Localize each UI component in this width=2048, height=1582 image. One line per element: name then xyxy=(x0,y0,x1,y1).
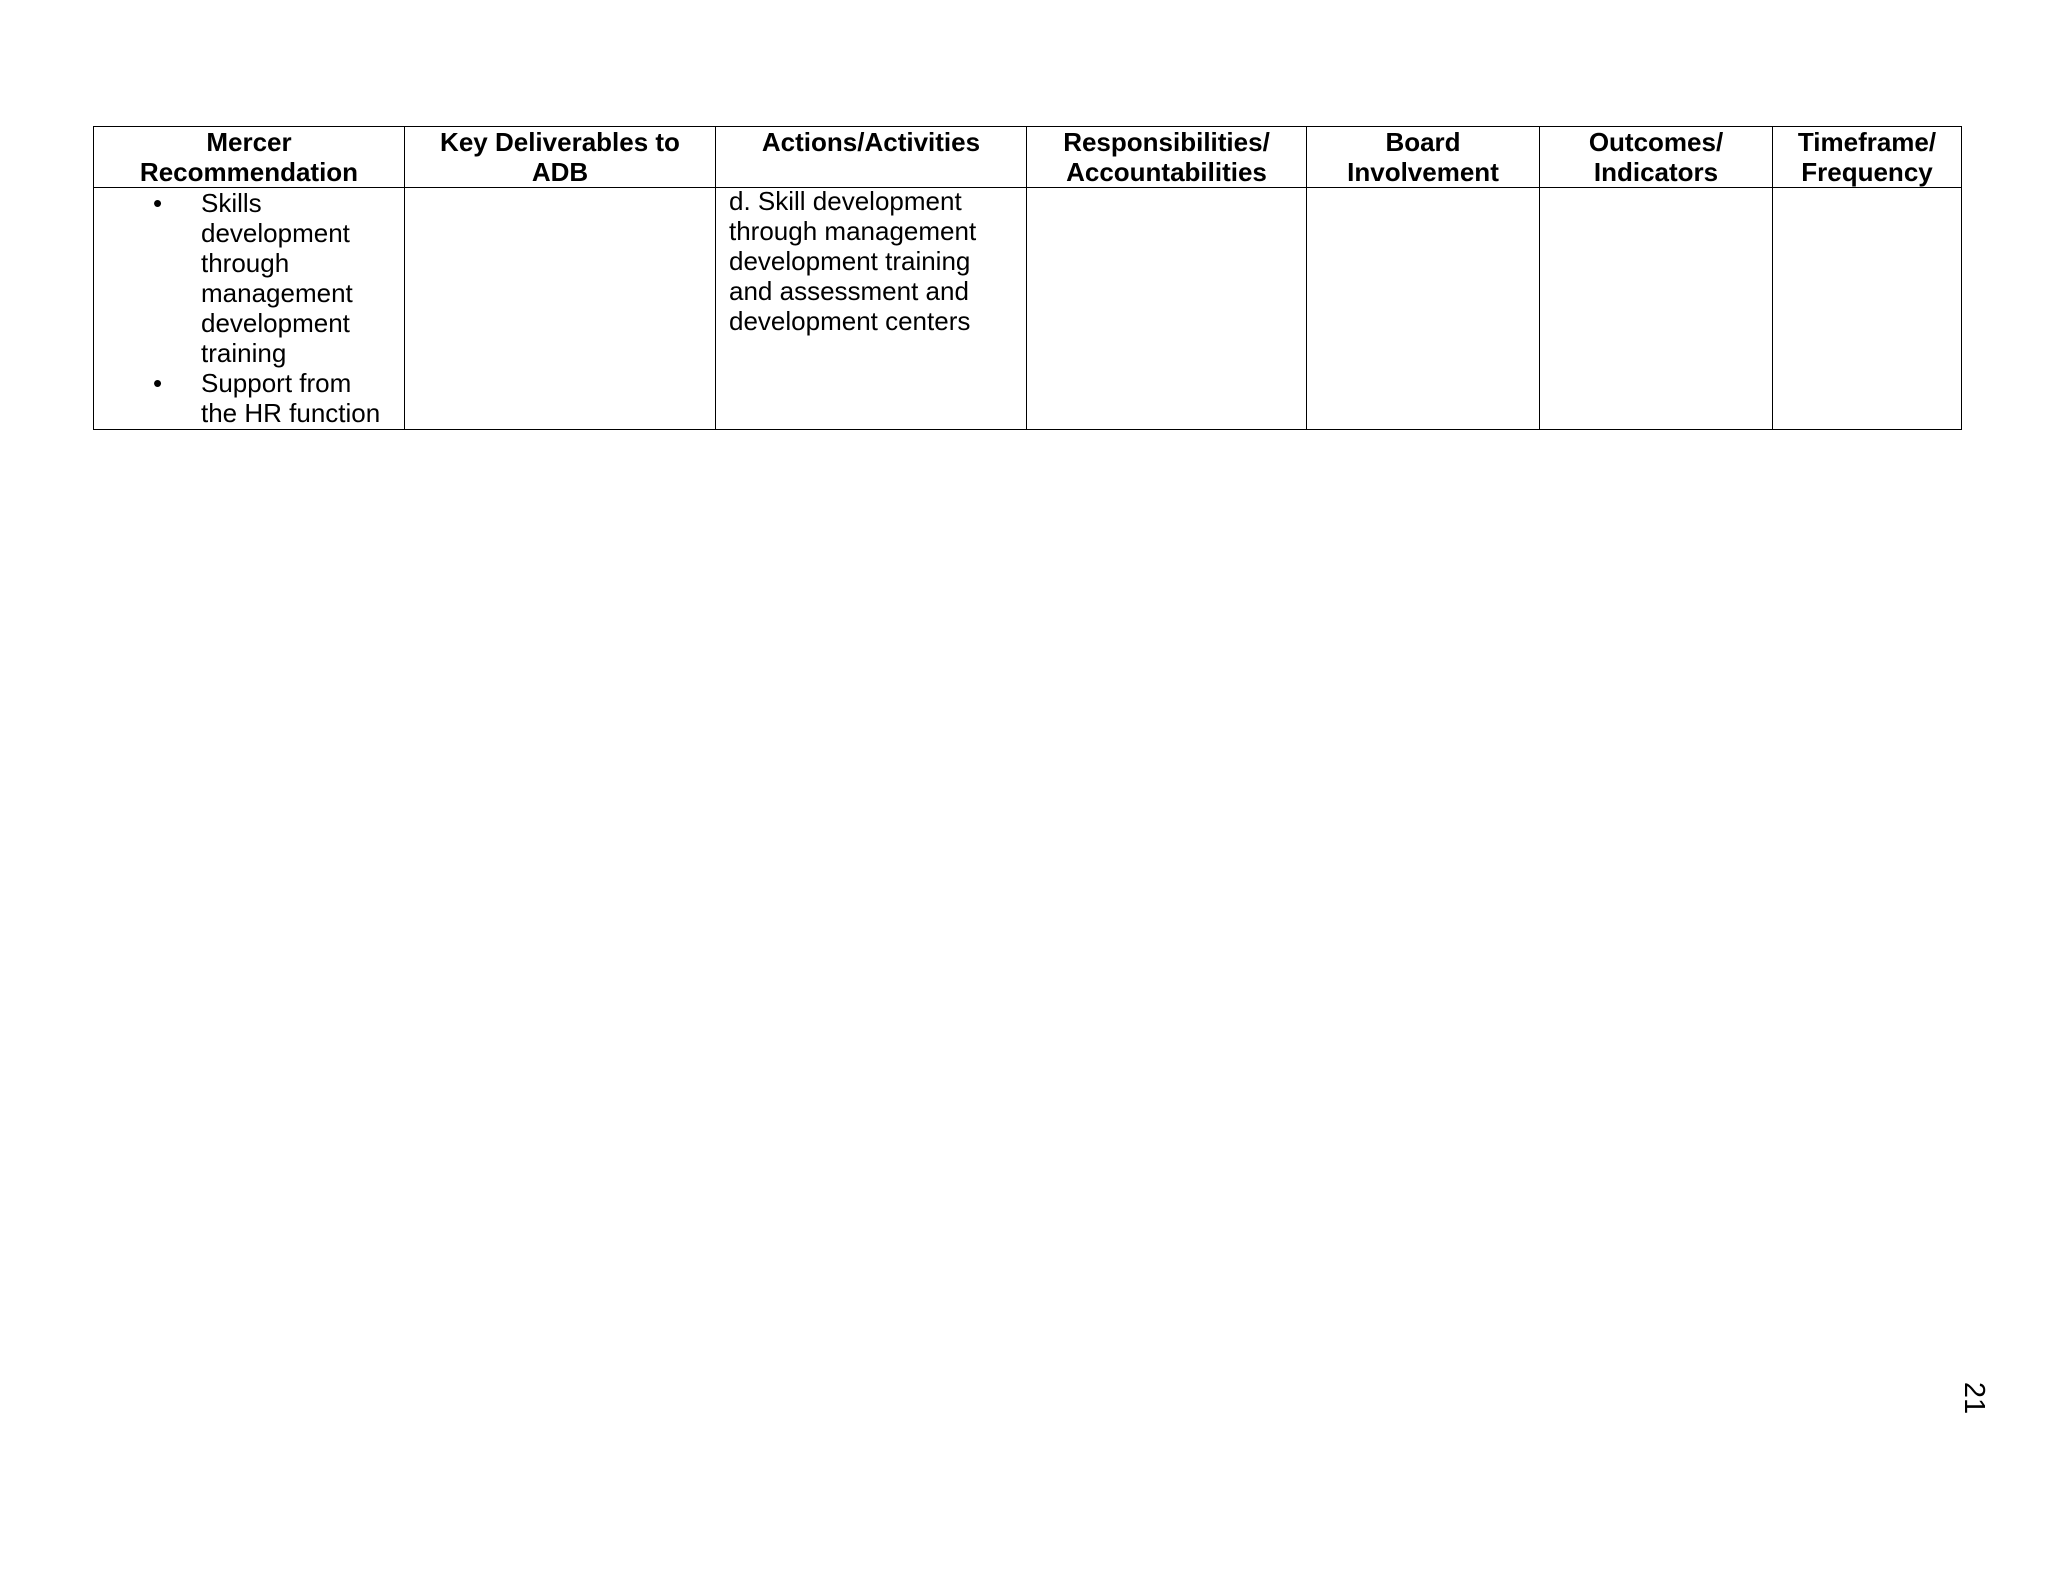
list-item-line: training xyxy=(201,338,287,368)
cell-board-involvement xyxy=(1307,188,1540,430)
page-number: 21 xyxy=(1958,1381,1991,1415)
list-item xyxy=(94,368,404,428)
header-line: ADB xyxy=(531,157,589,187)
header-responsibilities xyxy=(1027,127,1307,188)
header-line: Accountabilities xyxy=(1066,157,1267,187)
header-line: Timeframe/ xyxy=(1797,127,1937,157)
list-item-line: Support from xyxy=(201,368,352,398)
header-mercer-recommendation xyxy=(94,127,405,188)
header-line: Mercer xyxy=(206,127,292,157)
table-header-row xyxy=(94,127,1962,188)
list-item-line: development xyxy=(201,308,350,338)
actions-line: and assessment and xyxy=(729,276,969,306)
list-item-line: the HR function xyxy=(201,398,381,428)
header-timeframe-frequency xyxy=(1773,127,1962,188)
header-board-involvement xyxy=(1307,127,1540,188)
list-item xyxy=(94,188,404,368)
header-line: Frequency xyxy=(1801,157,1933,187)
header-outcomes-indicators xyxy=(1540,127,1773,188)
header-line: Actions/Activities xyxy=(761,127,981,157)
header-line: Responsibilities/ xyxy=(1063,127,1270,157)
bullet-icon: • xyxy=(153,188,163,218)
list-item-line: development xyxy=(201,218,350,248)
recommendation-list xyxy=(94,188,404,428)
cell-actions xyxy=(716,188,1027,430)
header-actions-activities xyxy=(716,127,1027,188)
header-line: Board xyxy=(1385,127,1461,157)
header-line: Indicators xyxy=(1593,157,1719,187)
header-line: Recommendation xyxy=(139,157,359,187)
cell-responsibilities xyxy=(1027,188,1307,430)
bullet-icon: • xyxy=(153,368,163,398)
cell-outcomes xyxy=(1540,188,1773,430)
header-key-deliverables xyxy=(405,127,716,188)
header-line: Key Deliverables to xyxy=(440,127,680,157)
cell-key-deliverables xyxy=(405,188,716,430)
cell-recommendation xyxy=(94,188,405,430)
list-item-line: through xyxy=(201,248,290,278)
header-line: Involvement xyxy=(1347,157,1499,187)
actions-line: d. Skill development xyxy=(729,186,962,216)
list-item-line: Skills xyxy=(201,188,262,218)
actions-line: development training xyxy=(729,246,971,276)
actions-line: development centers xyxy=(729,306,971,336)
list-item-line: management xyxy=(201,278,353,308)
cell-timeframe xyxy=(1773,188,1962,430)
table-row xyxy=(94,188,1962,430)
action-plan-table xyxy=(93,126,1962,430)
actions-line: through management xyxy=(729,216,977,246)
header-line: Outcomes/ xyxy=(1588,127,1724,157)
actions-text xyxy=(716,186,1026,336)
